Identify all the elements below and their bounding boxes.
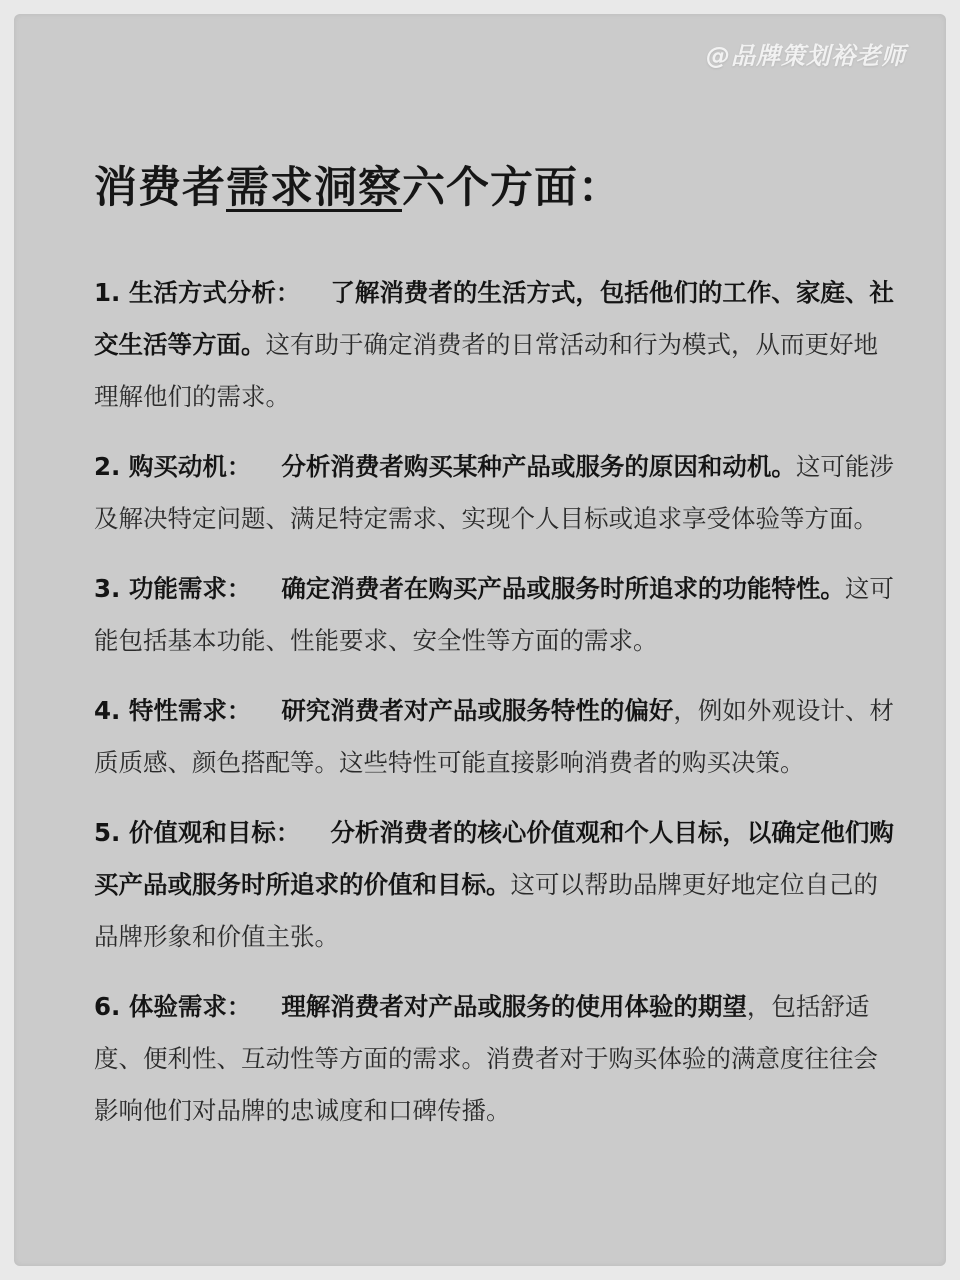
content-card (14, 14, 946, 1266)
aspect-list (94, 267, 894, 1155)
aspect-heading: 2. 购买动机： (94, 452, 252, 481)
aspect-item-motivation (94, 441, 894, 545)
aspect-detail: 这可能涉及解决特定问题、满足特定需求、实现个人目标或追求享受体验等方面。 (94, 452, 894, 533)
title-suffix: 六个方面： (402, 163, 622, 213)
aspect-detail: 这可以帮助品牌更好地定位自己的品牌形象和价值主张。 (94, 870, 878, 951)
aspect-item-experience (94, 981, 894, 1137)
aspect-summary: 分析消费者购买某种产品或服务的原因和动机。 (281, 452, 796, 481)
title-prefix: 消费者 (94, 163, 226, 213)
aspect-heading: 6. 体验需求： (94, 992, 252, 1021)
aspect-heading: 3. 功能需求： (94, 574, 252, 603)
aspect-detail: ，包括舒适度、便利性、互动性等方面的需求。消费者对于购买体验的满意度往往会影响他们对品牌的忠诚度和口碑传播。 (94, 992, 878, 1125)
aspect-detail: 这可能包括基本功能、性能要求、安全性等方面的需求。 (94, 574, 894, 655)
aspect-item-values (94, 807, 894, 963)
aspect-heading: 1. 生活方式分析： (94, 278, 301, 307)
aspect-heading: 4. 特性需求： (94, 696, 252, 725)
aspect-summary: 研究消费者对产品或服务特性的偏好 (281, 696, 674, 725)
aspect-detail: ，例如外观设计、材质质感、颜色搭配等。这些特性可能直接影响消费者的购买决策。 (94, 696, 894, 777)
aspect-summary: 了解消费者的生活方式，包括他们的工作、家庭、社交生活等方面。 (94, 278, 894, 359)
aspect-summary: 理解消费者对产品或服务的使用体验的期望 (281, 992, 747, 1021)
aspect-item-lifestyle (94, 267, 894, 423)
aspect-summary: 确定消费者在购买产品或服务时所追求的功能特性。 (281, 574, 845, 603)
aspect-item-feature (94, 685, 894, 789)
aspect-detail: 这有助于确定消费者的日常活动和行为模式，从而更好地理解他们的需求。 (94, 330, 878, 411)
aspect-heading: 5. 价值观和目标： (94, 818, 301, 847)
page-title (94, 154, 622, 215)
aspect-item-function (94, 563, 894, 667)
aspect-summary: 分析消费者的核心价值观和个人目标，以确定他们购买产品或服务时所追求的价值和目标。 (94, 818, 894, 899)
title-underlined: 需求洞察 (226, 163, 402, 213)
author-watermark: @品牌策划裕老师 (706, 42, 906, 70)
